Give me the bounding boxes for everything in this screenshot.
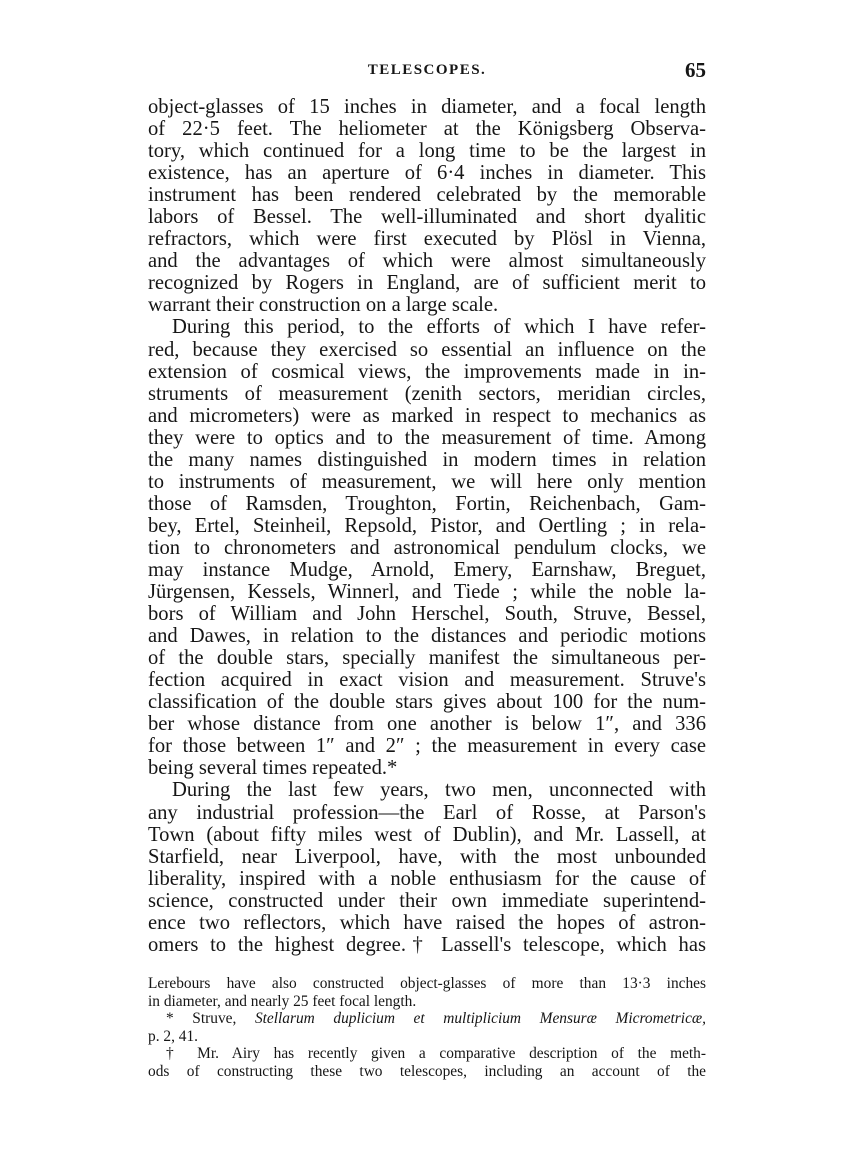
text-line: the many names distinguished in modern times in relation [148,448,706,471]
text-line: omers to the highest degree.† Lassell's telescope, which has [148,933,706,956]
body-text [148,96,706,956]
text-line: warrant their construction on a large scale. [148,294,499,317]
text-line: to instruments of measurement, we will here only mention [148,470,706,493]
footnote-struve [148,1010,706,1028]
text-line: ence two reflectors, which have raised the hopes of astron- [148,911,706,934]
text-line: liberality, inspired with a noble enthusiasm for the cause of [148,867,706,890]
paragraph-2 [148,316,706,779]
text-line: During this period, to the efforts of which I have refer- [172,316,706,339]
footnote-line: p. 2, 41. [148,1027,199,1045]
footnote-line: Lerebours have also constructed object-glasses of more than 13·3 inches [148,975,706,992]
footnote-struve-lead: * Struve, [166,1010,255,1028]
text-line: and the advantages of which were almost simultaneously [148,250,706,273]
text-line: any industrial profession—the Earl of Rosse, at Parson's [148,801,706,824]
text-line: extension of cosmical views, the improvements made in in- [148,360,706,383]
text-line: During the last few years, two men, unconnected with [172,779,706,802]
footnotes [148,975,706,1081]
footnote-line: ods of constructing these two telescopes, including an account of the [148,1062,706,1080]
paragraph-1 [148,96,706,316]
text-line: Starfield, near Liverpool, have, with the most unbounded [148,845,706,868]
text-line: those of Ramsden, Troughton, Fortin, Reichenbach, Gam- [148,492,706,515]
text-line: classification of the double stars gives about 100 for the num- [148,691,706,714]
running-title: TELESCOPES. [367,62,487,78]
text-line: tion to chronometers and astronomical pendulum clocks, we [148,536,706,559]
text-line: fection acquired in exact vision and measurement. Struve's [148,669,706,692]
text-line: and micrometers) were as marked in respect to mechanics as [148,404,706,427]
text-line: of 22·5 feet. The heliometer at the Königsberg Observa- [148,118,706,141]
text-line: being several times repeated.* [148,757,398,780]
text-line: they were to optics and to the measurement of time. Among [148,426,706,449]
text-line: and Dawes, in relation to the distances and periodic motions [148,625,706,648]
text-line: of the double stars, specially manifest the simultaneous per- [148,647,706,670]
text-line: red, because they exercised so essential an influence on the [148,338,706,361]
text-line: Jürgensen, Kessels, Winnerl, and Tiede ; while the noble la- [148,581,706,604]
text-line: may instance Mudge, Arnold, Emery, Earnshaw, Breguet, [148,558,706,581]
text-line: existence, has an aperture of 6·4 inches in diameter. This [148,162,706,185]
text-line: refractors, which were first executed by Plösl in Vienna, [148,228,706,251]
text-line: bors of William and John Herschel, South, Struve, Bessel, [148,603,706,626]
text-line: struments of measurement (zenith sectors, meridian circles, [148,382,706,405]
footnote-line: in diameter, and nearly 25 feet focal length. [148,992,417,1010]
text-line: instrument has been rendered celebrated by the memorable [148,184,706,207]
paragraph-3 [148,779,706,955]
text-line: for those between 1″ and 2″ ; the measurement in every case [148,735,706,758]
page-number: 65 [685,58,706,82]
text-line: tory, which continued for a long time to be the largest in [148,140,706,163]
text-line: labors of Bessel. The well-illuminated and short dyalitic [148,206,706,229]
text-line: bey, Ertel, Steinheil, Repsold, Pistor, and Oertling ; in rela- [148,514,706,537]
footnote-line: † Mr. Airy has recently given a comparative description of the meth- [166,1045,706,1063]
footnote-struve-title: Stellarum duplicium et multiplicium Mensuræ Micrometricæ, [254,1010,707,1028]
text-line: Town (about fifty miles west of Dublin), and Mr. Lassell, at [148,823,706,846]
text-line: science, constructed under their own immediate superintend- [148,889,706,912]
page-header [148,58,706,88]
text-line: ber whose distance from one another is below 1″, and 336 [148,713,706,736]
text-line: object-glasses of 15 inches in diameter, and a focal length [148,96,706,118]
text-line: recognized by Rogers in England, are of sufficient merit to [148,272,706,295]
